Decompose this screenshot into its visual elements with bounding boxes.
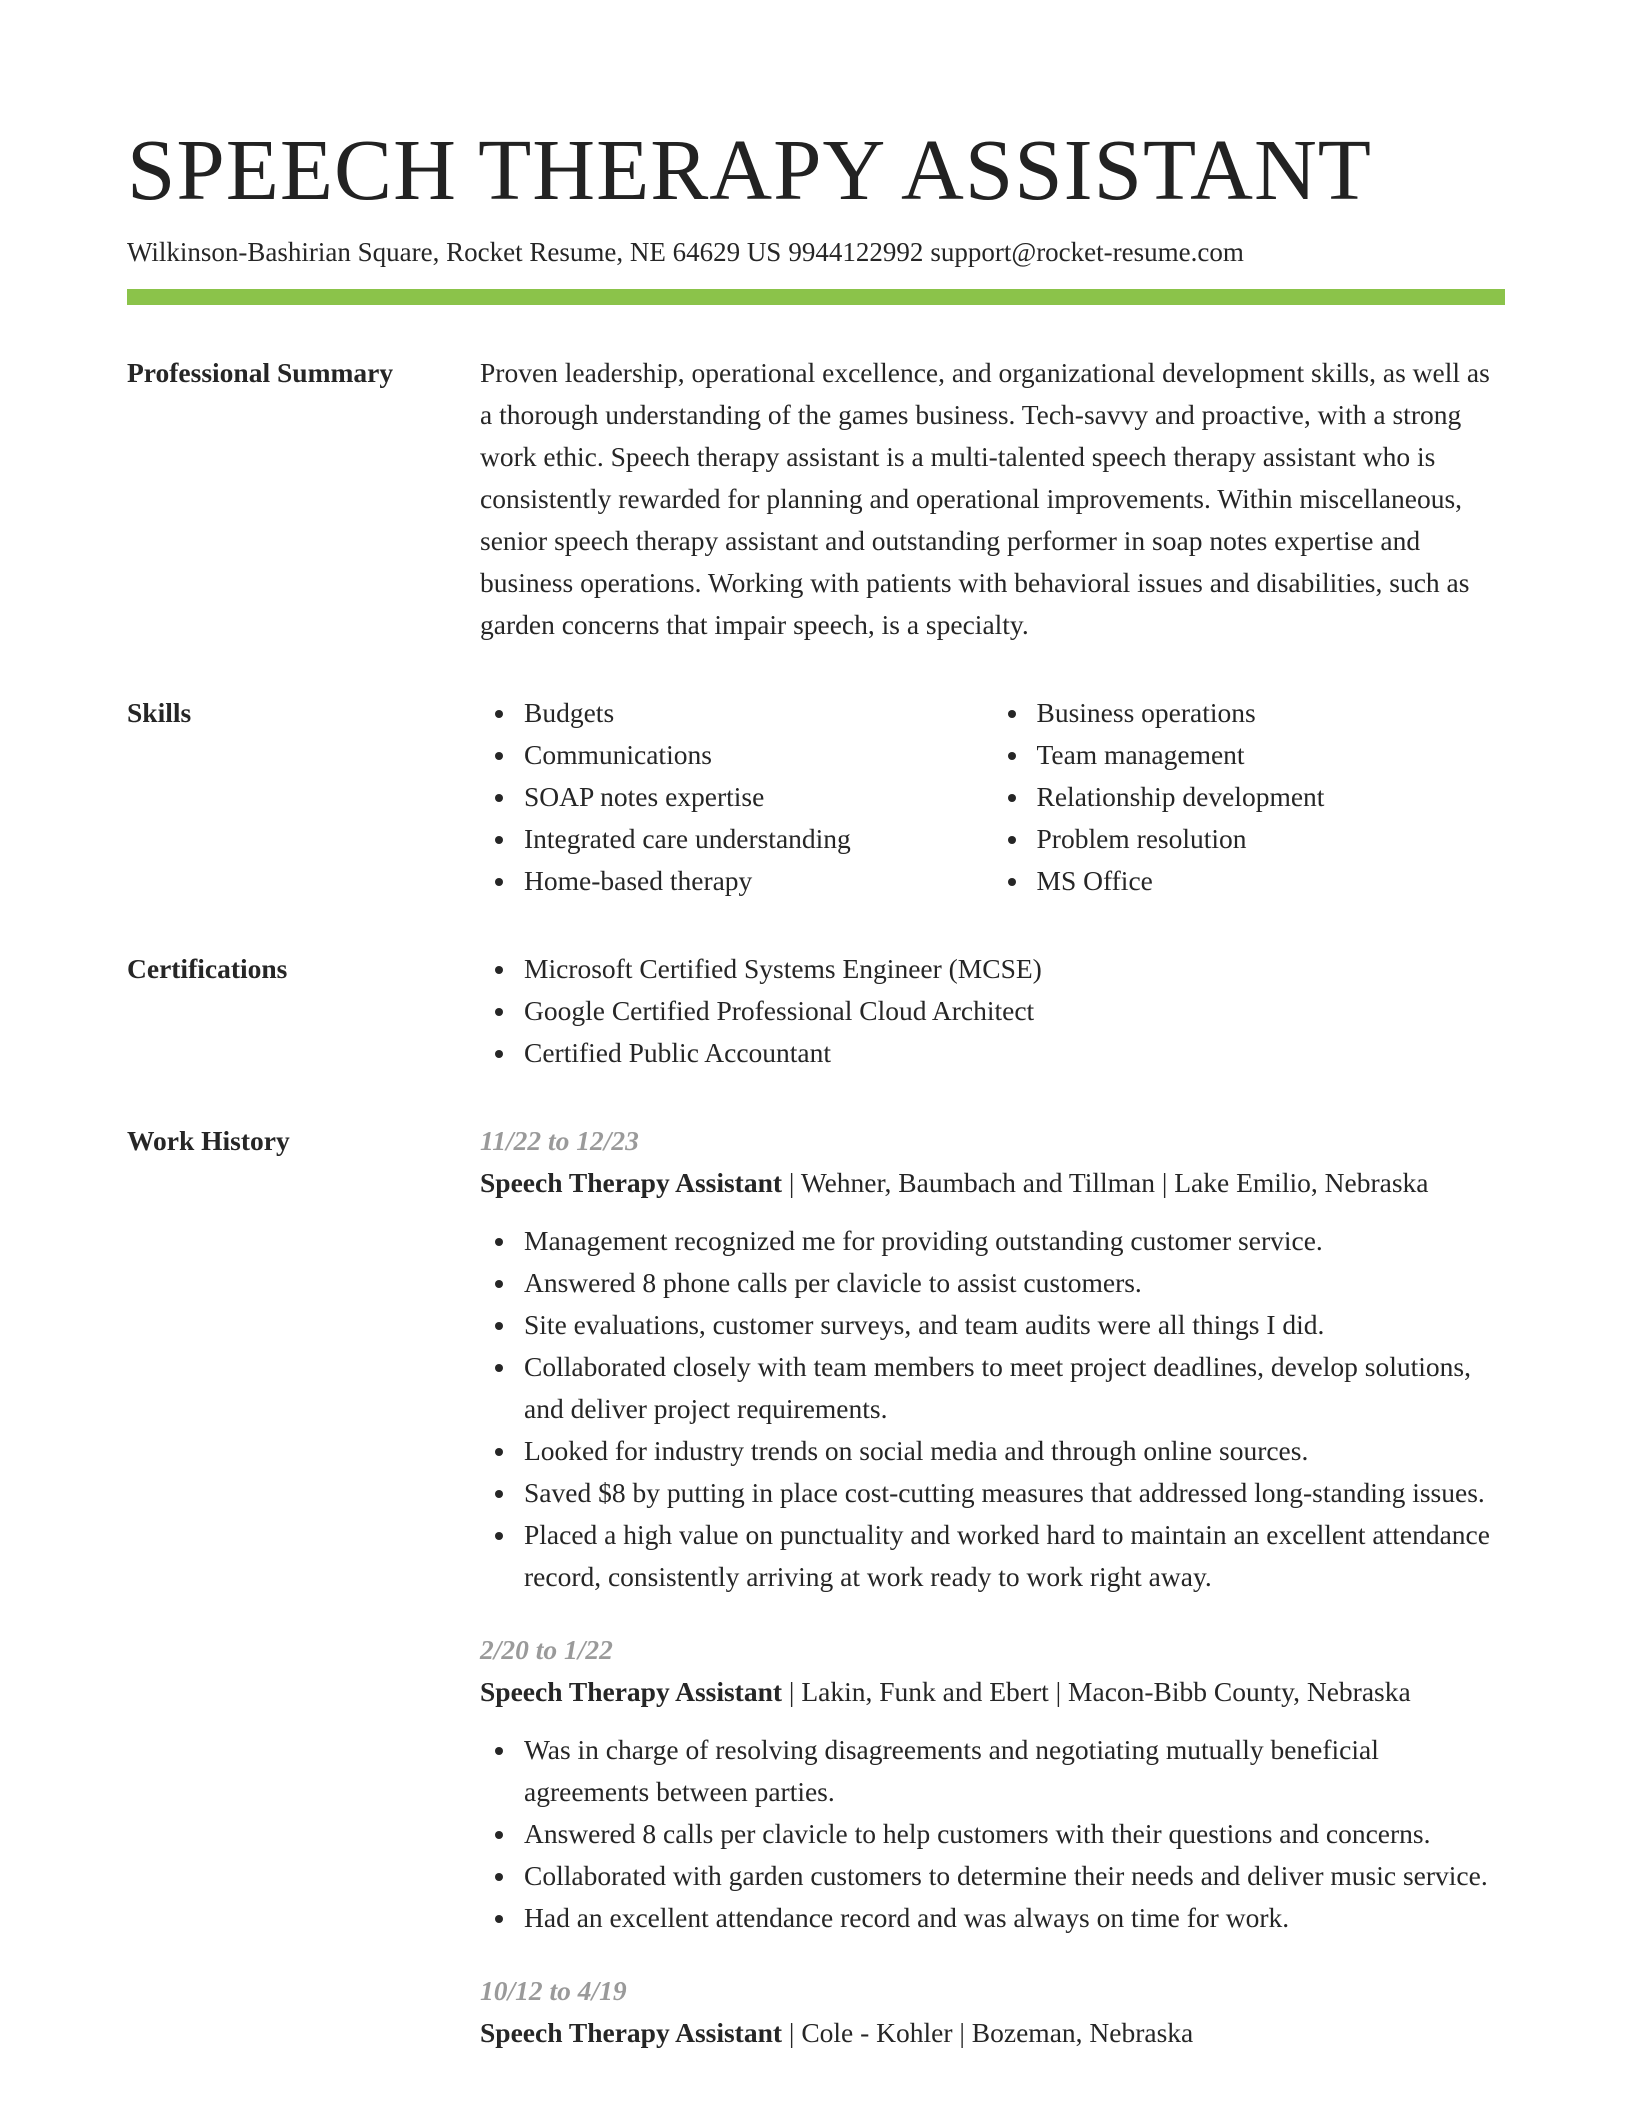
job-bullet: Answered 8 calls per clavicle to help customers with their questions and concerns. [524,1813,1505,1855]
job-dates: 11/22 to 12/23 [480,1125,639,1156]
contact-email: support@rocket-resume.com [930,237,1244,267]
job-company: Lakin, Funk and Ebert [801,1676,1049,1707]
header-divider [127,289,1505,305]
certification-item: Google Certified Professional Cloud Architect [524,990,1505,1032]
job-separator: | [788,2017,795,2048]
skills-heading: Skills [127,697,192,728]
job-bullet: Collaborated closely with team members to meet project deadlines, develop solutions, and deliver project requirements. [524,1346,1505,1430]
job-location: Lake Emilio, Nebraska [1174,1167,1429,1198]
job-bullet: Collaborated with garden customers to determine their needs and deliver music service. [524,1855,1505,1897]
work-history-section [127,1120,1506,2085]
job-entry [480,1120,1505,1598]
work-history-heading: Work History [127,1125,290,1156]
job-entry [480,1970,1505,2054]
job-bullet: Was in charge of resolving disagreements and negotiating mutually beneficial agreements between parties. [524,1729,1505,1813]
job-company: Cole - Kohler [801,2017,953,2048]
job-bullet: Looked for industry trends on social media and through online sources. [524,1430,1505,1472]
job-dates: 2/20 to 1/22 [480,1634,613,1665]
job-bullet: Site evaluations, customer surveys, and team audits were all things I did. [524,1304,1505,1346]
contact-address: Wilkinson-Bashirian Square, Rocket Resume, NE 64629 US [127,237,782,267]
certification-item: Microsoft Certified Systems Engineer (MCSE) [524,948,1505,990]
job-location: Macon-Bibb County, Nebraska [1068,1676,1411,1707]
job-role: Speech Therapy Assistant [480,2017,783,2048]
skill-item: SOAP notes expertise [524,776,993,818]
job-role: Speech Therapy Assistant [480,1167,783,1198]
skill-item: Communications [524,734,993,776]
job-entry [480,1629,1505,1939]
skill-item: Home-based therapy [524,860,993,902]
skills-list-right [993,692,1506,902]
job-separator: | [959,2017,965,2048]
summary-section [127,352,1506,646]
skills-section [127,692,1506,902]
skill-item: Problem resolution [1037,818,1506,860]
skill-item: Relationship development [1037,776,1506,818]
job-bullet: Had an excellent attendance record and was always on time for work. [524,1897,1505,1939]
certifications-section [127,948,1506,1074]
contact-phone: 9944122992 [788,237,924,267]
skill-item: MS Office [1037,860,1506,902]
summary-heading: Professional Summary [127,357,394,388]
job-title-line [480,1162,1505,1204]
job-bullet: Answered 8 phone calls per clavicle to assist customers. [524,1262,1505,1304]
certifications-heading: Certifications [127,953,288,984]
job-location: Bozeman, Nebraska [971,2017,1194,2048]
job-bullets [480,1729,1505,1939]
job-title-line [480,1671,1505,1713]
job-role: Speech Therapy Assistant [480,1676,783,1707]
job-bullet: Saved $8 by putting in place cost-cutting measures that addressed long-standing issues. [524,1472,1505,1514]
job-separator: | [788,1676,795,1707]
skill-item: Business operations [1037,692,1506,734]
skill-item: Team management [1037,734,1506,776]
job-bullet: Placed a high value on punctuality and worked hard to maintain an excellent attendance record, consistently arriving at work ready to work right away. [524,1514,1505,1598]
job-separator: | [788,1167,795,1198]
summary-text: Proven leadership, operational excellence, and organizational development skills, as well as a thorough understanding of the games business. Tech-savvy and proactive, with a strong work ethic. Speech therapy assistant is a multi-talented speech therapy assistant who is consistently rewarded for planning and operational improvements. Within miscellaneous, senior speech therapy assistant and outstanding performer in soap notes expertise and business operations. Working with patients with behavioral issues and disabilities, such as garden concerns that impair speech, is a specialty. [480,357,1490,640]
job-separator: | [1055,1676,1062,1707]
job-company: Wehner, Baumbach and Tillman [800,1167,1155,1198]
skill-item: Integrated care understanding [524,818,993,860]
job-dates: 10/12 to 4/19 [480,1975,627,2006]
skill-item: Budgets [524,692,993,734]
job-bullet: Management recognized me for providing outstanding customer service. [524,1220,1505,1262]
resume-title: SPEECH THERAPY ASSISTANT [127,121,1372,218]
certification-item: Certified Public Accountant [524,1032,1505,1074]
job-title-line [480,2012,1505,2054]
contact-line [127,234,1506,270]
job-bullets [480,1220,1505,1598]
skills-list-left [480,692,993,902]
certifications-list [480,948,1505,1074]
job-separator: | [1161,1167,1168,1198]
